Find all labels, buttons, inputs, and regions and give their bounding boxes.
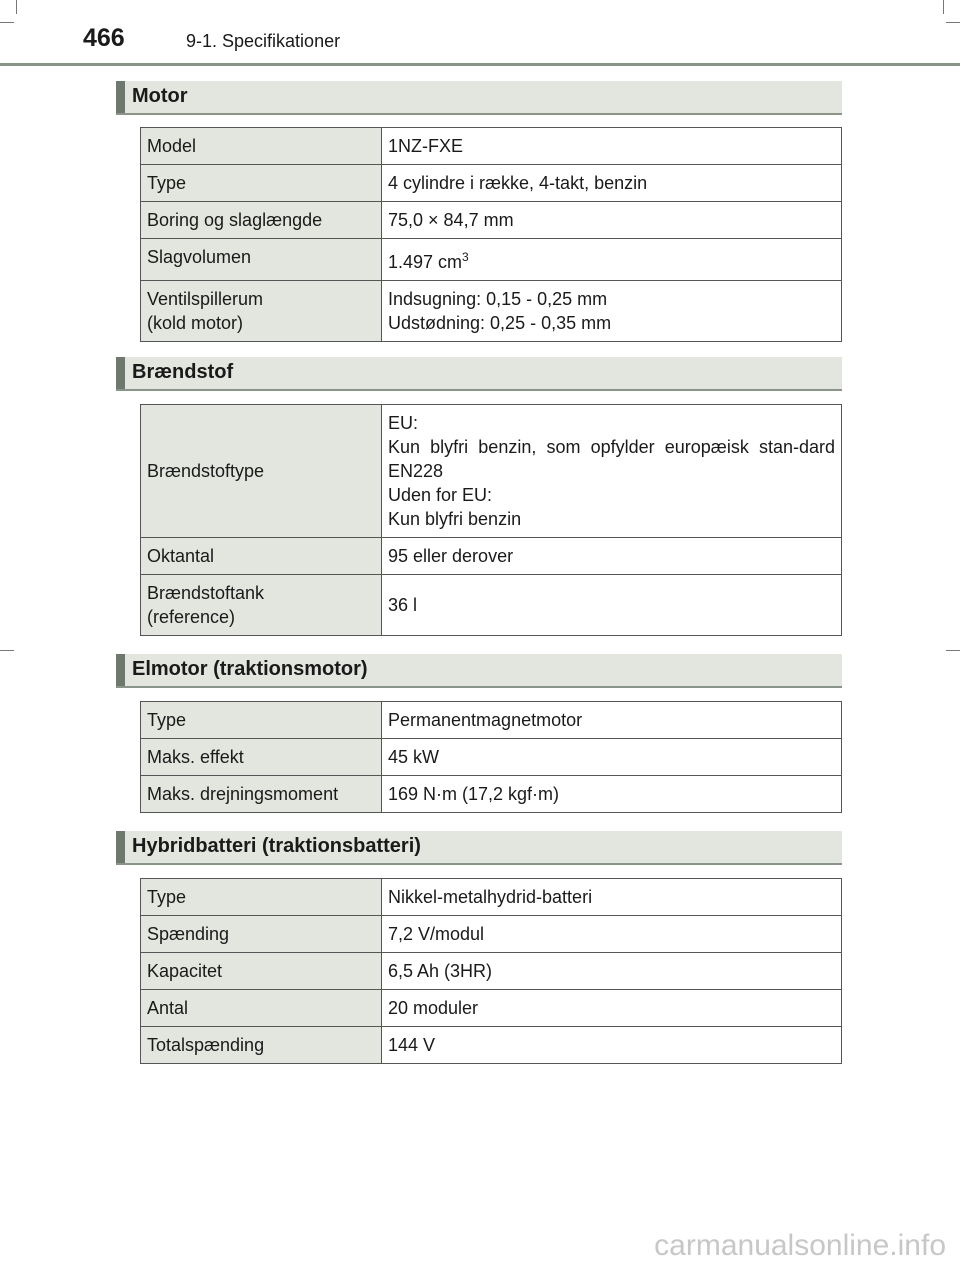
- crop-mark: [0, 650, 14, 651]
- row-label: Boring og slaglængde: [141, 202, 382, 239]
- section-accent: [116, 81, 125, 113]
- label-line: (reference): [147, 607, 236, 627]
- value-line: Kun blyfri benzin, som opfylder europæisk stan-dard EN228: [388, 437, 835, 481]
- row-label: Totalspænding: [141, 1027, 382, 1064]
- row-value: 20 moduler: [382, 990, 842, 1027]
- section-title: Hybridbatteri (traktionsbatteri): [132, 835, 421, 857]
- row-value: [382, 405, 842, 538]
- crop-mark: [946, 650, 960, 651]
- row-value: 144 V: [382, 1027, 842, 1064]
- row-label: Type: [141, 165, 382, 202]
- spec-table-hybridbatteri: [140, 878, 842, 1064]
- section-heading-hybridbatteri: [116, 831, 842, 865]
- table-row: [141, 165, 842, 202]
- header-rule: [0, 63, 960, 66]
- chapter-title: 9-1. Specifikationer: [186, 31, 341, 51]
- row-value: 36 l: [382, 575, 842, 636]
- section-title: Brændstof: [132, 361, 234, 383]
- section-accent: [116, 357, 125, 389]
- row-label: Brændstoftype: [141, 405, 382, 538]
- row-value: 1NZ-FXE: [382, 128, 842, 165]
- value-text: 1.497 cm: [388, 252, 463, 272]
- section-accent: [116, 654, 125, 686]
- spec-table-elmotor: [140, 701, 842, 813]
- row-value: 4 cylindre i række, 4-takt, benzin: [382, 165, 842, 202]
- value-line: Udstødning: 0,25 - 0,35 mm: [388, 313, 612, 333]
- table-row: [141, 128, 842, 165]
- table-row: [141, 776, 842, 813]
- section-accent: [116, 831, 125, 863]
- table-row: [141, 990, 842, 1027]
- spec-table-braendstof: [140, 404, 842, 636]
- table-row: [141, 739, 842, 776]
- row-label: Antal: [141, 990, 382, 1027]
- table-row: [141, 702, 842, 739]
- table-row: [141, 916, 842, 953]
- table-row: [141, 239, 842, 281]
- section-title: Elmotor (traktionsmotor): [132, 658, 368, 680]
- row-value: 75,0 × 84,7 mm: [382, 202, 842, 239]
- section-title: Motor: [132, 85, 188, 107]
- row-label: Slagvolumen: [141, 239, 382, 281]
- row-label: Oktantal: [141, 538, 382, 575]
- table-row: [141, 538, 842, 575]
- value-line: Indsugning: 0,15 - 0,25 mm: [388, 289, 608, 309]
- table-row: [141, 281, 842, 342]
- value-line: EU:: [388, 413, 419, 433]
- table-row: [141, 879, 842, 916]
- row-value: 7,2 V/modul: [382, 916, 842, 953]
- label-line: (kold motor): [147, 313, 244, 333]
- table-row: [141, 202, 842, 239]
- watermark: carmanualsonline.info: [654, 1229, 946, 1262]
- spec-table-motor: [140, 127, 842, 342]
- page-header: [0, 0, 960, 70]
- row-value: [382, 239, 842, 281]
- row-label: Type: [141, 879, 382, 916]
- row-value: Nikkel-metalhydrid-batteri: [382, 879, 842, 916]
- row-label: Spænding: [141, 916, 382, 953]
- table-row: [141, 953, 842, 990]
- row-value: 6,5 Ah (3HR): [382, 953, 842, 990]
- table-row: [141, 1027, 842, 1064]
- row-label: [141, 281, 382, 342]
- page-number: 466: [83, 24, 125, 52]
- row-label: Type: [141, 702, 382, 739]
- section-heading-motor: [116, 81, 842, 115]
- superscript: 3: [462, 250, 469, 264]
- row-label: Maks. effekt: [141, 739, 382, 776]
- table-row: [141, 405, 842, 538]
- row-label: Model: [141, 128, 382, 165]
- row-value: 45 kW: [382, 739, 842, 776]
- section-heading-braendstof: [116, 357, 842, 391]
- row-label: Kapacitet: [141, 953, 382, 990]
- row-value: 169 N·m (17,2 kgf·m): [382, 776, 842, 813]
- section-heading-elmotor: [116, 654, 842, 688]
- table-row: [141, 575, 842, 636]
- row-label: [141, 575, 382, 636]
- label-line: Ventilspillerum: [147, 289, 264, 309]
- row-label: Maks. drejningsmoment: [141, 776, 382, 813]
- value-line: Kun blyfri benzin: [388, 509, 522, 529]
- row-value: Permanentmagnetmotor: [382, 702, 842, 739]
- label-line: Brændstoftank: [147, 583, 265, 603]
- row-value: [382, 281, 842, 342]
- row-value: 95 eller derover: [382, 538, 842, 575]
- value-line: Uden for EU:: [388, 485, 493, 505]
